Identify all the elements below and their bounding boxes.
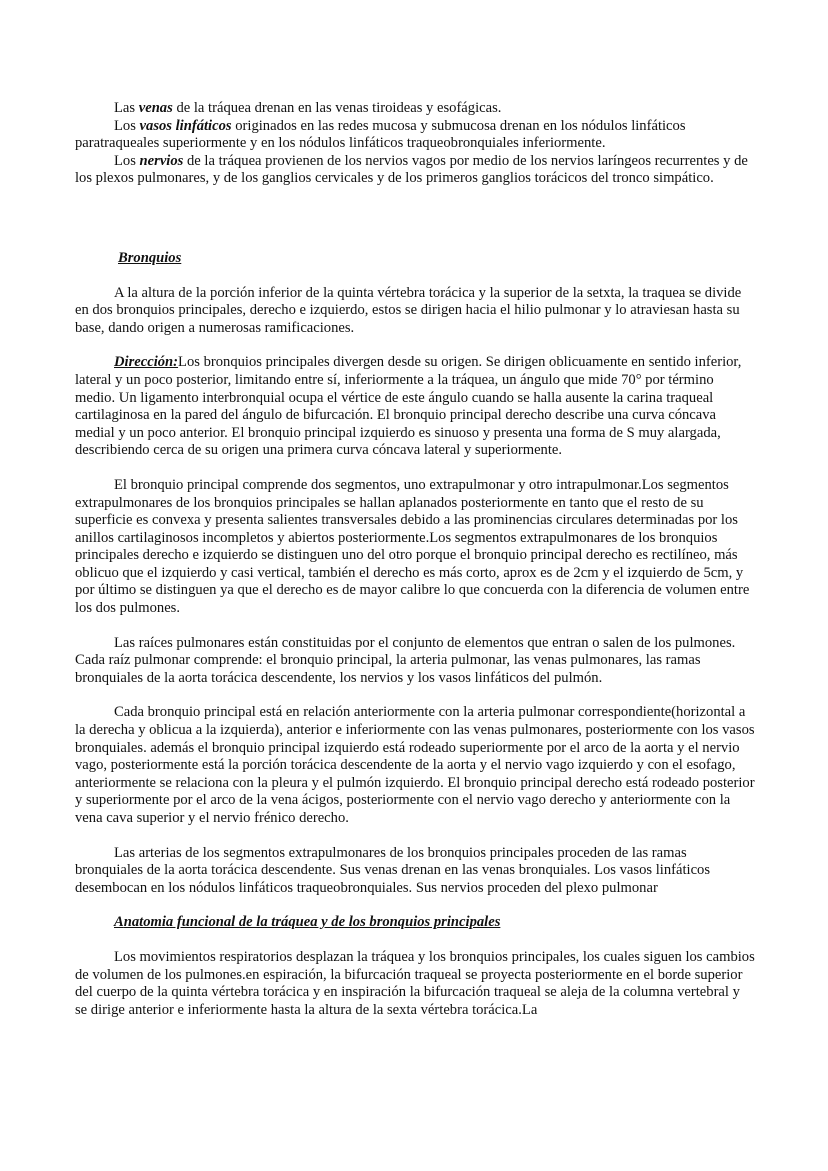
term-venas: venas <box>138 100 173 116</box>
document-page <box>75 100 755 1019</box>
paragraph-raices-pulmonares: Las raíces pulmonares están constituidas por el conjunto de elementos que entran o salen de los pulmones. Cada raíz pulmonar comprende: el bronquio principal, la arteria pulmonar, las venas pulmonares, las ramas bronquiales de la aorta torácica descendente, los nervios y los vasos linfáticos del pulmón. <box>75 634 736 686</box>
paragraph-venas: Las venas de la tráquea drenan en las venas tiroideas y esofágicas. <box>114 100 502 116</box>
term-nervios: nervios <box>139 152 184 169</box>
paragraph-segmentos: El bronquio principal comprende dos segmentos, uno extrapulmonar y otro intrapulmonar.Los segmentos extrapulmonares de los bronquios principales se hallan aplanados posteriormente en tanto que el resto de su superficie es convexa y presenta salientes transversales debido a las prominencias circulares determinadas por los anillos cartilaginosos incompletos y abiertos posteriormente.Los segmentos extrapulmonares de los bronquios principales derecho e izquierdo se distinguen uno del otro porque el bronquio principal derecho es rectilíneo, más oblicuo que el izquierdo y casi vertical, también el derecho es más corto, aprox es de 2cm y el izquierdo de 5cm, y por último se distinguen ya que el derecho es de mayor calibre lo que concuerda con la diferencia de volumen entre los dos pulmones. <box>75 476 750 617</box>
paragraph-direccion: Dirección:Los bronquios principales divergen desde su origen. Se dirigen oblicuamente en sentido inferior, lateral y un poco posterior, limitando entre sí, inferiormente a la tráquea, un ángulo que mide 70° por término medio. Un ligamento interbronquial ocupa el vértice de este ángulo cuando se halla ausente la carina traqueal cartilaginosa en la pared del ángulo de bifurcación. El bronquio principal derecho describe una curva cóncava medial y un poco anterior. El bronquio principal izquierdo es sinuoso y presenta una forma de S muy alargada, describiendo cerca de su origen una primera curva cóncava lateral y superiormente. <box>75 354 742 459</box>
section-heading-bronquios: Bronquios <box>118 249 182 266</box>
paragraph-movimientos: Los movimientos respiratorios desplazan la tráquea y los bronquios principales, los cuales siguen los cambios de volumen de los pulmones.en espiración, la bifurcación traqueal se proyecta posteriormente en el borde superior del cuerpo de la quinta vértebra torácica y en inspiración la bifurcación traqueal se aleja de la columna vertebral y se dirige anterior e inferiormente hasta la altura de la sexta vértebra torácica.La <box>75 948 755 1018</box>
section-heading-anatomia-funcional: Anatomia funcional de la tráquea y de los bronquios principales <box>114 914 501 931</box>
label-direccion: Dirección: <box>114 354 179 371</box>
paragraph-vasos-linfaticos: Los vasos linfáticos originados en las redes mucosa y submucosa drenan en los nódulos linfáticos paratraqueales superiormente y en los nódulos linfáticos traqueobronquiales inferiormente. <box>75 117 686 152</box>
paragraph-vasos-nervios: Las arterias de los segmentos extrapulmonares de los bronquios principales proceden de las ramas bronquiales de la aorta torácica descendente. Sus venas drenan en las venas bronquiales. Los vasos linfáticos desembocan en los nódulos linfáticos traqueobronquiales. Sus nervios proceden del plexo pulmonar <box>75 844 711 896</box>
paragraph-bronquios-intro: A la altura de la porción inferior de la quinta vértebra torácica y la superior de la setxta, la traquea se divide en dos bronquios principales, derecho e izquierdo, estos se dirigen hacia el hilio pulmonar y lo atraviesan hasta su base, dando origen a numerosas ramificaciones. <box>75 284 742 336</box>
term-vasos-linfaticos: vasos linfáticos <box>139 117 232 134</box>
paragraph-relaciones: Cada bronquio principal está en relación anteriormente con la arteria pulmonar correspondiente(horizontal a la derecha y oblicua a la izquierda), anterior e inferiormente con las venas pulmonares, posteriormente con los vasos bronquiales. además el bronquio principal izquierdo está rodeado superiormente por el arco de la aorta y el nervio vago, posteriormente está la porción torácica descendente de la aorta y el nervio vago izquierdo y con el esofago, anteriormente se relaciona con la pleura y el pulmón izquierdo. El bronquio principal derecho está rodeado posterior y superiormente por el arco de la vena ácigos, posteriormente con el nervio vago derecho y anteriormente con la vena cava superior y el nervio frénico derecho. <box>75 704 755 826</box>
paragraph-nervios: Los nervios de la tráquea provienen de los nervios vagos por medio de los nervios laríngeos recurrentes y de los plexos pulmonares, y de los ganglios cervicales y de los primeros ganglios torácicos del tronco simpático. <box>75 152 748 187</box>
